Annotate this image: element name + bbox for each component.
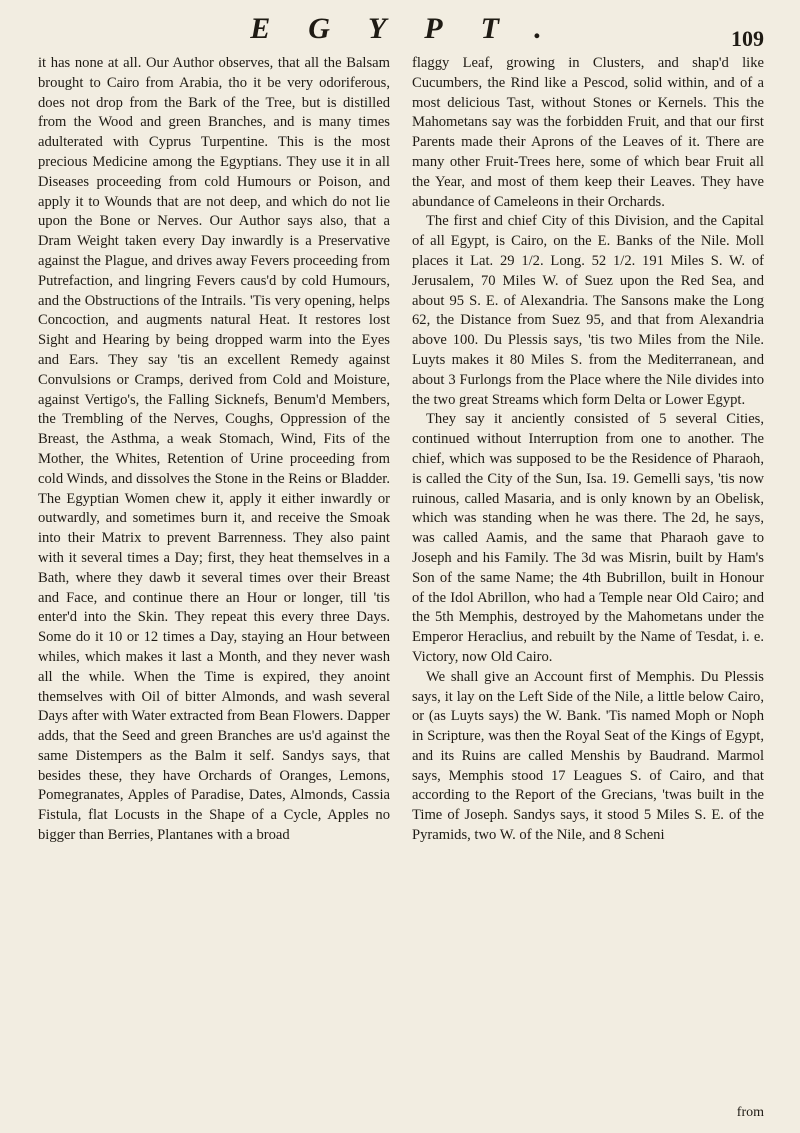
right-paragraph-2: The first and chief City of this Division, and the Capital of all Egypt, is Cairo, on the E. Banks of the Nile. Moll places it Lat. 29 1/2. Long. 52 1/2. 191 Miles S. W. of Jerusalem, 70 Miles W. of Suez upon the Red Sea, and about 95 S. E. of Alexandria. The Sansons make the Long 62, the Distance from Suez 95, and that from Alexandria above 100. Du Plessis says, 'tis two Miles from the Nile. Luyts makes it 80 Miles S. from the Mediterranean, and about 3 Furlongs from the Place where the Nile divides into the two great Streams which form Delta or Lower Egypt. — [412, 213, 764, 408]
right-paragraph-1: flaggy Leaf, growing in Clusters, and shap'd like Cucumbers, the Rind like a Pescod, solid within, and of a most delicious Tast, without Stones or Kernels. This the Mahometans say was the forbidden Fruit, and that our first Parents made their Aprons of the Leaves of it. There are many other Fruit-Trees here, some of which bear Fruit all the Year, and most of them keep their Leaves. They have abundance of Cameleons in their Orchards. — [412, 55, 764, 210]
right-column — [412, 54, 764, 846]
page-number: 109 — [731, 26, 764, 51]
catchword: from — [736, 1105, 764, 1120]
left-column — [38, 54, 390, 846]
page-header — [0, 10, 800, 50]
running-head: EGYPT. — [250, 12, 580, 45]
left-paragraph-1: it has none at all. Our Author observes, that all the Balsam brought to Cairo from Arabia, tho it be very odoriferous, does not drop from the Bark of the Tree, but is distilled from the Wood and green Branches, and is many times adulterated with Cyprus Turpentine. This is the most precious Medicine among the Egyptians. They use it in all Diseases proceeding from cold Humours or Poison, and apply it to Wounds that are not deep, and which do not lie upon the Bone or Nerves. Our Author says also, that a Dram Weight taken every Day inwardly is a Preservative against the Plague, and drives away Fevers proceeding from Putrefaction, and lingring Fevers caus'd by cold Humours, and the Obstructions of the Intrails. 'Tis very opening, helps Concoction, and augments natural Heat. It restores lost Sight and Hearing by being dropped warm into the Eyes and Ears. They say 'tis an excellent Remedy against Convulsions or Cramps, derived from Cold and Moisture, against Vertigo's, the Falling Sicknefs, Benum'd Members, the Trembling of the Nerves, Coughs, Oppression of the Breast, the Asthma, a weak Stomach, Wind, Fits of the Mother, the Whites, Retention of Urine proceeding from cold Winds, and dissolves the Stone in the Reins or Bladder. The Egyptian Women chew it, apply it either inwardly or outwardly, and sometimes burn it, and receive the Smoak into their Matrix to prevent Barrenness. They also paint with it several times a Day; first, they heat themselves in a Bath, where they dawb it several times over their Breast and Face, and continue there an Hour or longer, till 'tis enter'd into the Skin. They repeat this every three Days. Some do it 10 or 12 times a Day, staying an Hour between whiles, which makes it last a Month, and they never wash all the while. When the Time is expired, they anoint themselves with Oil of bitter Almonds, and wash several Days after with Water extracted from Bean Flowers. Dapper adds, that the Seed and green Branches are us'd against the same Distempers as the Balm it self. Sandys says, that besides these, they have Orchards of Oranges, Lemons, Pomegranates, Apples of Paradise, Dates, Almonds, Cassia Fistula, flat Locusts in the Shape of a Cycle, Apples no bigger than Berries, Plantanes with a broad — [38, 55, 390, 844]
right-paragraph-3: They say it anciently consisted of 5 several Cities, continued without Interruption from one to another. The chief, which was supposed to be the Residence of Pharaoh, is called the City of the Sun, Isa. 19. Gemelli says, 'tis now ruinous, called Masaria, and is only known by an Obelisk, which was standing when he was there. The 2d, he says, was called Aamis, and the same that Pharaoh gave to Joseph and his Family. The 3d was Misrin, built by Ham's Son of the same Name; the 4th Bubrillon, built in Honour of the Idol Abrillon, who had a Temple near Old Cairo; and the 5th Memphis, destroyed by the Mahometans under the Emperor Heraclius, and rebuilt by the Name of Tesdat, i. e. Victory, now Old Cairo. — [412, 411, 764, 665]
right-paragraph-4: We shall give an Account first of Memphis. Du Plessis says, it lay on the Left Side of the Nile, a little below Cairo, or (as Luyts says) the W. Bank. 'Tis named Moph or Noph in Scripture, was then the Royal Seat of the Kings of Egypt, and its Ruins are called Menshis by Baudrand. Marmol says, Memphis stood 17 Leagues S. of Cairo, and that according to the Report of the Grecians, 'twas built in the Time of Joseph. Sandys says, it stood 5 Miles S. E. of the Pyramids, two W. of the Nile, and 8 Scheni — [412, 668, 764, 844]
